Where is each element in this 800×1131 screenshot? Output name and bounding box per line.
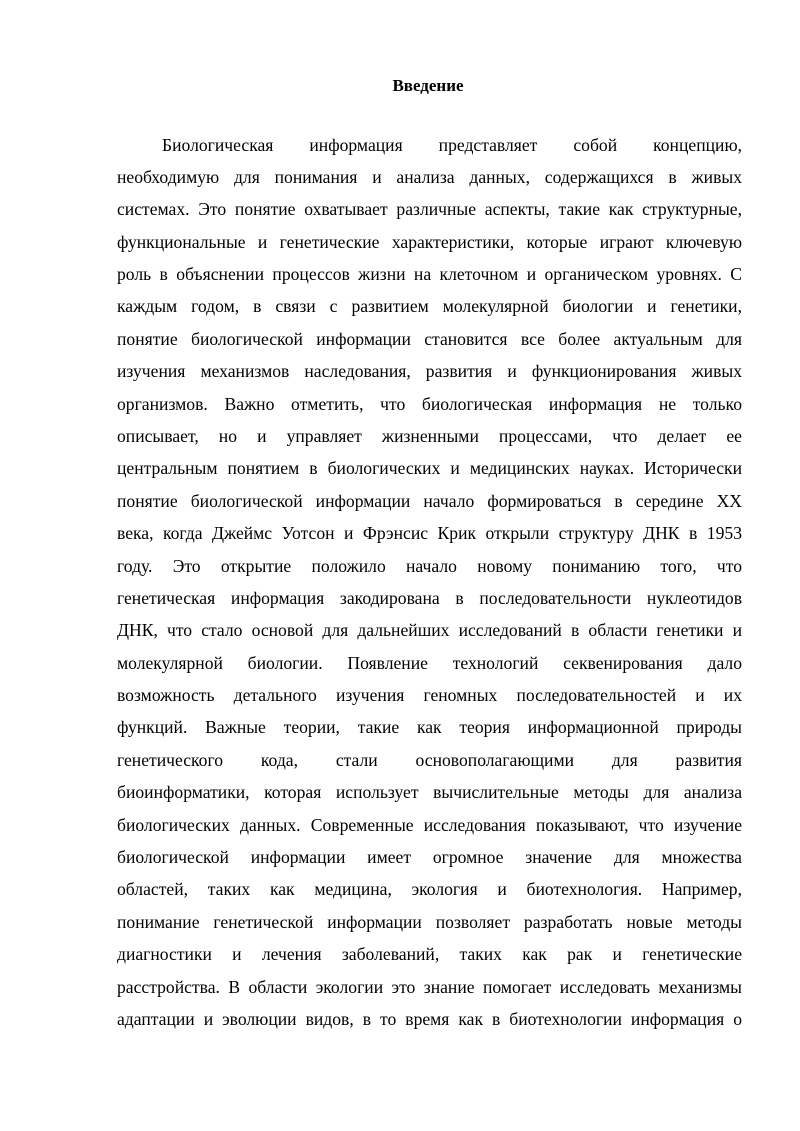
text-line: биологической информации имеет огромное значение для множества <box>117 847 742 867</box>
text-line: генетического кода, стали основополагающими для развития <box>117 750 742 770</box>
text-line: возможность детального изучения геномных последовательностей и их <box>117 685 742 705</box>
text-line: функций. Важные теории, такие как теория информационной природы <box>117 717 742 737</box>
text-line: расстройства. В области экологии это знание помогает исследовать механизмы <box>117 977 742 997</box>
text-line: областей, таких как медицина, экология и биотехнология. Например, <box>117 879 742 899</box>
page-title: Введение <box>392 76 464 95</box>
text-line: понятие биологической информации начало формироваться в середине XX <box>117 491 742 511</box>
text-line: Биологическая информация представляет собой концепцию, <box>162 135 742 155</box>
text-line: биоинформатики, которая использует вычислительные методы для анализа <box>117 782 742 802</box>
text-line: века, когда Джеймс Уотсон и Фрэнсис Крик открыли структуру ДНК в 1953 <box>117 523 742 543</box>
text-line: биологических данных. Современные исследования показывают, что изучение <box>117 815 742 835</box>
text-line: адаптации и эволюции видов, в то время как в биотехнологии информация о <box>117 1009 742 1029</box>
text-line: понятие биологической информации становится все более актуальным для <box>117 329 742 349</box>
text-line: системах. Это понятие охватывает различные аспекты, такие как структурные, <box>117 199 742 219</box>
text-line: молекулярной биологии. Появление технологий секвенирования дало <box>117 653 742 673</box>
text-line: ДНК, что стало основой для дальнейших исследований в области генетики и <box>117 620 742 640</box>
text-line: диагностики и лечения заболеваний, таких как рак и генетические <box>117 944 742 964</box>
text-line: описывает, но и управляет жизненными процессами, что делает ее <box>117 426 742 446</box>
text-line: изучения механизмов наследования, развития и функционирования живых <box>117 361 742 381</box>
text-line: понимание генетической информации позволяет разработать новые методы <box>117 912 742 932</box>
text-line: организмов. Важно отметить, что биологическая информация не только <box>117 394 742 414</box>
text-line: роль в объяснении процессов жизни на клеточном и органическом уровнях. С <box>117 264 742 284</box>
text-line: функциональные и генетические характеристики, которые играют ключевую <box>117 232 742 252</box>
text-line: генетическая информация закодирована в последовательности нуклеотидов <box>117 588 742 608</box>
text-line: необходимую для понимания и анализа данных, содержащихся в живых <box>117 167 742 187</box>
text-line: году. Это открытие положило начало новому пониманию того, что <box>117 556 742 576</box>
text-line: каждым годом, в связи с развитием молекулярной биологии и генетики, <box>117 296 742 316</box>
text-line: центральным понятием в биологических и медицинских науках. Исторически <box>117 458 742 478</box>
